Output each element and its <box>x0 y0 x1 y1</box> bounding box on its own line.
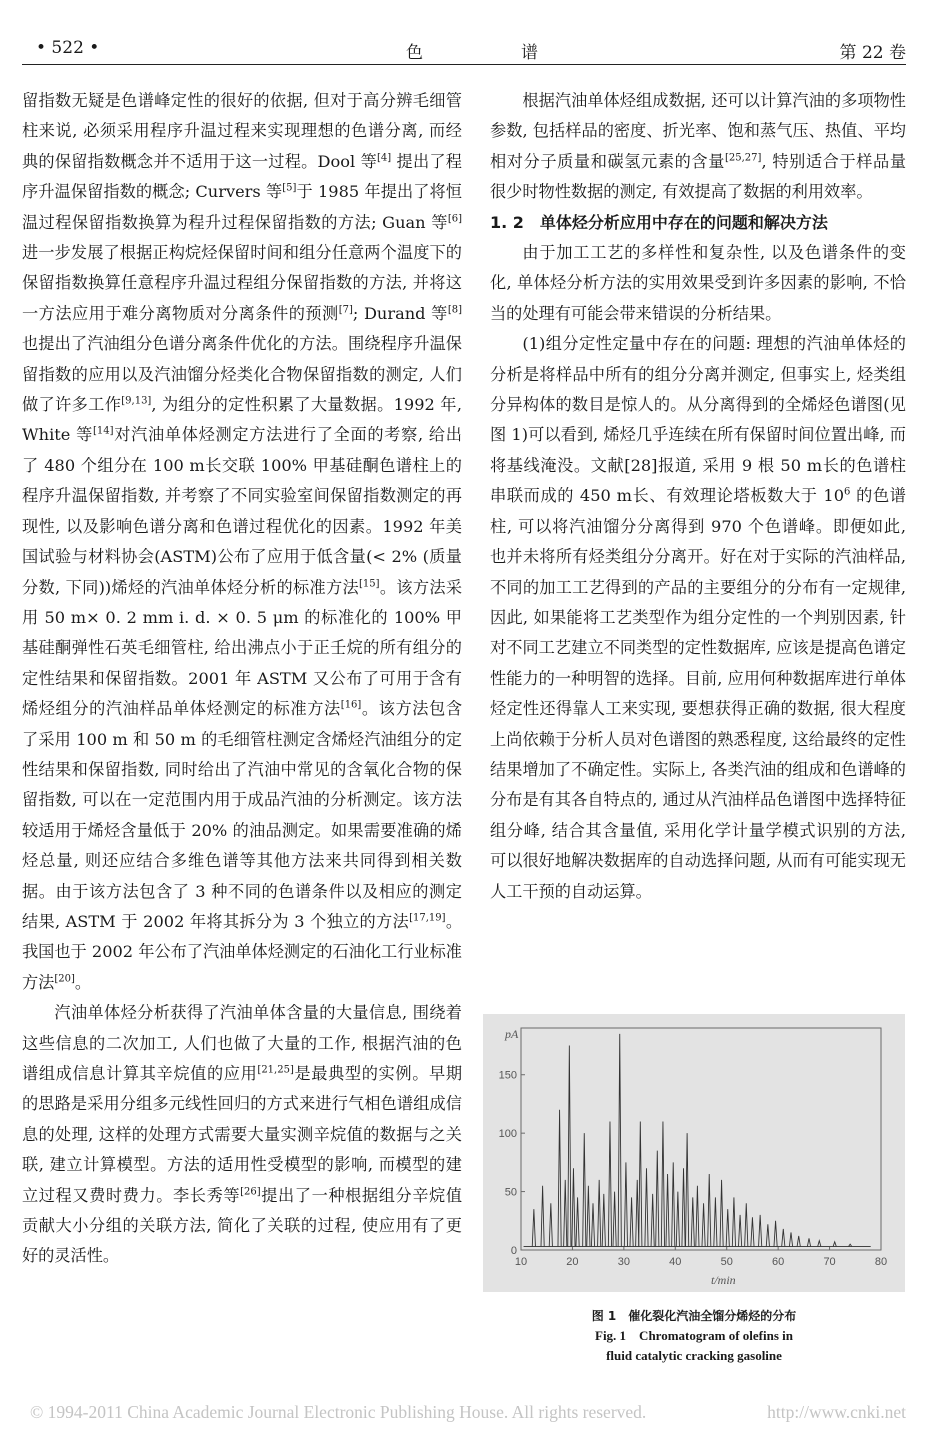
chromatogram-chart <box>483 1014 905 1292</box>
x-tick-label: 40 <box>669 1256 682 1268</box>
text-run: 于 1985 年提出了将恒温过程保留指数换算为程升过程保留指数的方法; Guan 等 <box>22 182 462 232</box>
x-axis-label: t/min <box>711 1273 736 1287</box>
text-run: (1)组分定性定量中存在的问题: 理想的汽油单体烃的分析是将样品中所有的组分分离并测定, 但事实上, 烃类组分异构体的数目是惊人的。从分离得到的全烯烃色谱图(见图 1)可以看到, 烯烃几乎连续在所有保留时间位置出峰, 而将基线淹没。文献[28]报道, 采用 9 根 50 m长的色谱柱串联而成的 450 m长、有效理论塔板数大于 10 <box>490 334 906 506</box>
citation: [17,19] <box>409 912 446 924</box>
x-tick-label: 20 <box>566 1256 579 1268</box>
x-tick-label: 10 <box>514 1256 528 1268</box>
figure-1-chromatogram <box>483 1014 905 1292</box>
paragraph <box>490 329 906 907</box>
volume-label: 第 22 卷 <box>839 43 906 63</box>
citation: [4] <box>377 152 392 164</box>
citation: [5] <box>282 182 297 194</box>
figure-caption-en-2: fluid catalytic cracking gasoline <box>606 1348 782 1363</box>
text-run: , 特别适合于样品量很少时物性数据的测定, 有效提高了数据的利用效率。 <box>490 151 907 202</box>
text-run: ; Durand 等 <box>352 303 448 323</box>
figure-caption-cn: 图 1 催化裂化汽油全馏分烯烃的分布 <box>591 1309 797 1323</box>
y-tick-label: 100 <box>498 1128 517 1141</box>
citation: [8] <box>447 304 463 316</box>
citation: [15] <box>358 578 380 590</box>
x-tick-label: 80 <box>874 1256 888 1268</box>
figure-caption-en: Fig. 1 Chromatogram of olefins in <box>595 1328 793 1343</box>
copyright-text: © 1994-2011 China Academic Journal Electronic Publishing House. All rights reserved. <box>30 1402 647 1422</box>
text-run: 根据汽油单体烃组成数据, 还可以计算汽油的多项物性参数, 包括样品的密度、折光率、饱和蒸气压、热值、平均相对分子质量和碳氢元素的含量 <box>490 91 906 171</box>
text-run: 。该方法包含了采用 100 m 和 50 m 的毛细管柱测定含烯烃汽油组分的定性结果和保留指数, 同时给出了汽油中常见的含氧化合物的保留指数, 可以在一定范围内用于成品汽油的分析测定。该方法较适用于烯烃含量低于 20% 的油品测定。如果需要准确的烯烃总量, 则还应结合多维色谱等其他方法来共同得到相关数据。由于该方法包含了 3 种不同的色谱条件以及相应的测定结果, ASTM 于 2002 年将其拆分为 3 个独立的方法 <box>22 699 463 931</box>
right-column <box>490 86 906 907</box>
x-tick-label: 60 <box>772 1256 785 1268</box>
citation: [14] <box>93 426 114 438</box>
text-run: 是最典型的实例。早期的思路是采用分组多元线性回归的方式来进行气相色谱组成信息的处理, 这样的处理方式需要大量实测辛烷值的数据与之关联, 建立计算模型。方法的适用性受模型的影响, 而模型的建立过程又费时费力。李长秀等 <box>22 1064 463 1205</box>
section-heading: 1. 2 单体烃分析应用中存在的问题和解决方法 <box>490 212 828 232</box>
x-tick-label: 30 <box>617 1256 630 1268</box>
text-run: 留指数无疑是色谱峰定性的很好的依据, 但对于高分辨毛细管柱来说, 必须采用程序升温过程来实现理想的色谱分离, 而经典的保留指数概念并不适用于这一过程。Dool 等 <box>22 91 462 171</box>
citation: [20] <box>54 973 75 985</box>
y-tick-label: 150 <box>498 1069 517 1082</box>
text-run: 进一步发展了根据正构烷烃保留时间和组分任意两个温度下的保留指数换算任意程序升温过程组分保留指数的方法, 并将这一方法应用于难分离物质对分离条件的预测 <box>22 243 462 323</box>
text-run: 也提出了汽油组分色谱分离条件优化的方法。围绕程序升温保留指数的应用以及汽油馏分烃类化合物保留指数的测定, 人们做了许多工作 <box>22 334 462 415</box>
x-tick-label: 70 <box>823 1256 836 1268</box>
page-number: • 522 • <box>36 38 100 58</box>
text-run: 。该方法采用 50 m× 0. 2 mm i. d. × 0. 5 μm 的标准化的 100% 甲基硅酮弹性石英毛细管柱, 给出沸点小于正壬烷的所有组分的定性结果和保留指数。2001 年 ASTM 又公布了可用于含有烯烃组分的汽油样品单体烃测定的标准方法 <box>22 577 463 719</box>
citation: [25,27] <box>725 152 762 164</box>
x-tick-label: 50 <box>720 1256 733 1268</box>
citation: [16] <box>340 699 362 711</box>
citation: [9,13] <box>121 395 152 407</box>
citation: [6] <box>447 213 462 225</box>
footer-url: http://www.cnki.net <box>767 1402 906 1422</box>
text-run: 由于加工工艺的多样性和复杂性, 以及色谱条件的变化, 单体烃分析方法的实用效果受到许多因素的影响, 不恰当的处理有可能会带来错误的分析结果。 <box>490 243 906 323</box>
paragraph <box>22 998 462 1272</box>
text-run: 的色谱柱, 可以将汽油馏分分离得到 970 个色谱峰。即便如此, 也并未将所有烃类组分分离开。好在对于实际的汽油样品, 不同的加工工艺得到的产品的主要组分的分布有一定规律, 因此, 如果能将工艺类型作为组分定性的一个判别因素, 针对不同工艺建立不同类型的定性数据库, 应该是提高色谱定性能力的一种明智的选择。目前, 应用何种数据库进行单体烃定性还得靠人工来实现, 要想获得正确的数据, 很大程度上尚依赖于分析人员对色谱图的熟悉程度, 这给最终的定性结果增加了不确定性。实际上, 各类汽油的组成和色谱峰的分布是有其各自特点的, 通过从汽油样品色谱图中选择特征组分峰, 结合其含量值, 采用化学计量学模式识别的方法, 可以很好地解决数据库的自动选择问题, 从而有可能实现无人工干预的自动运算。 <box>490 486 906 901</box>
text-run: 对汽油单体烃测定方法进行了全面的考察, 给出了 480 个组分在 100 m长交联 100% 甲基硅酮色谱柱上的程序升温保留指数, 并考察了不同实验室间保留指数测定的再现性, 以及影响色谱分离和色谱过程优化的因素。1992 年美国试验与材料协会(ASTM)公布了应用于低含量(< 2% (质量分数, 下同))烯烃的汽油单体烃分析的标准方法 <box>22 425 462 597</box>
paragraph <box>490 86 906 208</box>
journal-title: 色谱 <box>406 43 636 63</box>
copyright-footer <box>30 1402 920 1423</box>
running-header <box>22 38 906 65</box>
text-run: 。我国也于 2002 年公布了汽油单体烃测定的石油化工行业标准方法 <box>22 911 463 992</box>
y-tick-label: 50 <box>504 1186 517 1199</box>
text-run: 汽油单体烃分析获得了汽油单体含量的大量信息, 围绕着这些信息的二次加工, 人们也做了大量的工作, 根据汽油的色谱组成信息计算其辛烷值的应用 <box>22 1003 462 1083</box>
text-run: 提出了程序升温保留指数的概念; Curvers 等 <box>22 151 462 202</box>
paragraph <box>22 86 462 998</box>
citation: 6 <box>844 486 851 498</box>
text-run: 提出了一种根据组分辛烷值贡献大小分组的关联方法, 简化了关联的过程, 使应用有了更好的灵活性。 <box>22 1185 463 1266</box>
citation: [26] <box>240 1186 261 1198</box>
citation: [21,25] <box>257 1064 294 1076</box>
left-column <box>22 86 462 1272</box>
y-axis-label: pA <box>505 1027 519 1041</box>
text-run: , 为组分的定性积累了大量数据。1992 年, White 等 <box>22 395 462 445</box>
paragraph <box>490 238 906 329</box>
text-run: 。 <box>74 972 92 992</box>
y-tick-label: 0 <box>510 1245 517 1257</box>
citation: [7] <box>338 304 353 316</box>
